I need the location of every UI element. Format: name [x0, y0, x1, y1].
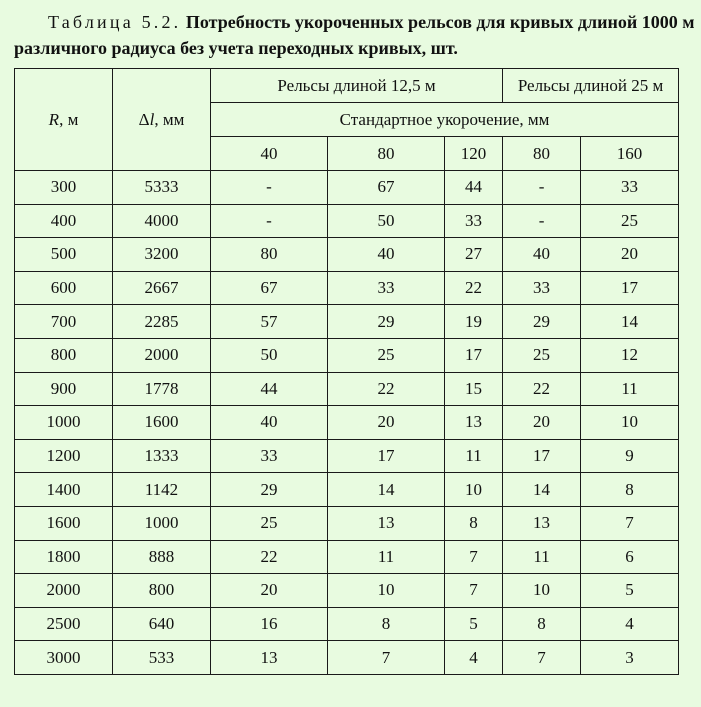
table-cell: 2000 — [15, 574, 113, 608]
table-cell: 16 — [211, 607, 328, 641]
table-cell: 1400 — [15, 473, 113, 507]
table-cell: 22 — [503, 372, 581, 406]
table-cell: 33 — [328, 271, 445, 305]
table-cell: 57 — [211, 305, 328, 339]
table-cell: 800 — [113, 574, 211, 608]
table-cell: 4000 — [113, 204, 211, 238]
table-cell: 888 — [113, 540, 211, 574]
table-cell: 20 — [503, 406, 581, 440]
table-cell: 800 — [15, 338, 113, 372]
table-cell: 533 — [113, 641, 211, 675]
table-row — [15, 473, 679, 507]
col-header-radius: R, м — [15, 69, 113, 171]
table-cell: 1200 — [15, 439, 113, 473]
table-cell: 1000 — [15, 406, 113, 440]
table-cell: 27 — [445, 238, 503, 272]
table-title: Потребность укороченных рельсов для кривых длиной 1000 м различного радиуса без учета переходных кривых, шт. — [14, 12, 695, 58]
col-header-delta-l: Δl, мм — [113, 69, 211, 171]
table-cell: 13 — [503, 506, 581, 540]
table-cell: 22 — [211, 540, 328, 574]
table-cell: 600 — [15, 271, 113, 305]
table-cell: 3000 — [15, 641, 113, 675]
table-cell: 1600 — [113, 406, 211, 440]
table-cell: 8 — [445, 506, 503, 540]
table-cell: 19 — [445, 305, 503, 339]
table-cell: 67 — [211, 271, 328, 305]
table-cell: 1778 — [113, 372, 211, 406]
table-cell: 33 — [445, 204, 503, 238]
table-cell: 17 — [445, 338, 503, 372]
table-cell: 40 — [503, 238, 581, 272]
table-cell: 1333 — [113, 439, 211, 473]
table-cell: 2285 — [113, 305, 211, 339]
table-cell: 300 — [15, 171, 113, 205]
table-cell: - — [211, 204, 328, 238]
table-cell: 7 — [503, 641, 581, 675]
table-row — [15, 171, 679, 205]
table-cell: 67 — [328, 171, 445, 205]
table-cell: 14 — [503, 473, 581, 507]
table-cell: 640 — [113, 607, 211, 641]
table-cell: 25 — [211, 506, 328, 540]
table-cell: 7 — [445, 574, 503, 608]
table-cell: 22 — [328, 372, 445, 406]
table-cell: 33 — [503, 271, 581, 305]
table-cell: - — [503, 204, 581, 238]
table-cell: 8 — [328, 607, 445, 641]
sub-header: 120 — [445, 137, 503, 171]
table-cell: 20 — [328, 406, 445, 440]
table-cell: 44 — [211, 372, 328, 406]
table-cell: 33 — [211, 439, 328, 473]
table-cell: 14 — [581, 305, 679, 339]
table-row — [15, 406, 679, 440]
table-row — [15, 204, 679, 238]
table-cell: 500 — [15, 238, 113, 272]
table-cell: 900 — [15, 372, 113, 406]
table-cell: 1600 — [15, 506, 113, 540]
table-row — [15, 574, 679, 608]
table-cell: 5 — [581, 574, 679, 608]
sub-header: 40 — [211, 137, 328, 171]
table-cell: 4 — [445, 641, 503, 675]
table-cell: 29 — [328, 305, 445, 339]
table-cell: 7 — [328, 641, 445, 675]
table-row — [15, 271, 679, 305]
table-cell: 5 — [445, 607, 503, 641]
table-row — [15, 607, 679, 641]
table-cell: 29 — [503, 305, 581, 339]
table-cell: 44 — [445, 171, 503, 205]
table-cell: 20 — [581, 238, 679, 272]
table-cell: 29 — [211, 473, 328, 507]
table-cell: 10 — [328, 574, 445, 608]
table-cell: 1800 — [15, 540, 113, 574]
table-cell: 17 — [581, 271, 679, 305]
table-row — [15, 372, 679, 406]
table-cell: 14 — [328, 473, 445, 507]
table-cell: 1000 — [113, 506, 211, 540]
table-row — [15, 305, 679, 339]
table-cell: 2500 — [15, 607, 113, 641]
table-cell: 400 — [15, 204, 113, 238]
table-cell: 12 — [581, 338, 679, 372]
table-cell: 40 — [211, 406, 328, 440]
table-caption — [14, 9, 698, 61]
table-cell: 33 — [581, 171, 679, 205]
table-cell: 3200 — [113, 238, 211, 272]
table-row — [15, 338, 679, 372]
table-cell: 15 — [445, 372, 503, 406]
table-cell: 8 — [503, 607, 581, 641]
table-cell: 7 — [445, 540, 503, 574]
std-shortening-header: Стандартное укорочение, мм — [211, 103, 679, 137]
table-number: Таблица 5.2. — [48, 12, 182, 32]
table-cell: 11 — [445, 439, 503, 473]
table-cell: 9 — [581, 439, 679, 473]
table-cell: 13 — [211, 641, 328, 675]
table-row — [15, 540, 679, 574]
table-cell: 10 — [581, 406, 679, 440]
table-cell: 3 — [581, 641, 679, 675]
table-cell: 22 — [445, 271, 503, 305]
table-cell: 7 — [581, 506, 679, 540]
table-cell: 2667 — [113, 271, 211, 305]
table-cell: 25 — [581, 204, 679, 238]
table-cell: 6 — [581, 540, 679, 574]
table-cell: 50 — [211, 338, 328, 372]
table-cell: 11 — [503, 540, 581, 574]
table-cell: 10 — [503, 574, 581, 608]
table-cell: 20 — [211, 574, 328, 608]
table-cell: 50 — [328, 204, 445, 238]
table-cell: - — [503, 171, 581, 205]
table-cell: 1142 — [113, 473, 211, 507]
table-cell: 25 — [328, 338, 445, 372]
table-row — [15, 439, 679, 473]
table-cell: 80 — [211, 238, 328, 272]
sub-header: 160 — [581, 137, 679, 171]
rails-table — [14, 68, 679, 675]
table-cell: 700 — [15, 305, 113, 339]
table-row — [15, 641, 679, 675]
table-cell: - — [211, 171, 328, 205]
table-cell: 11 — [581, 372, 679, 406]
table-cell: 13 — [445, 406, 503, 440]
group-header-12-5: Рельсы длиной 12,5 м — [211, 69, 503, 103]
table-cell: 17 — [328, 439, 445, 473]
group-header-25: Рельсы длиной 25 м — [503, 69, 679, 103]
table-row — [15, 506, 679, 540]
table-cell: 2000 — [113, 338, 211, 372]
table-row — [15, 238, 679, 272]
table-cell: 8 — [581, 473, 679, 507]
table-cell: 17 — [503, 439, 581, 473]
table-cell: 11 — [328, 540, 445, 574]
sub-header: 80 — [328, 137, 445, 171]
table-cell: 40 — [328, 238, 445, 272]
table-cell: 4 — [581, 607, 679, 641]
table-cell: 10 — [445, 473, 503, 507]
table-cell: 25 — [503, 338, 581, 372]
table-cell: 5333 — [113, 171, 211, 205]
sub-header: 80 — [503, 137, 581, 171]
table-cell: 13 — [328, 506, 445, 540]
